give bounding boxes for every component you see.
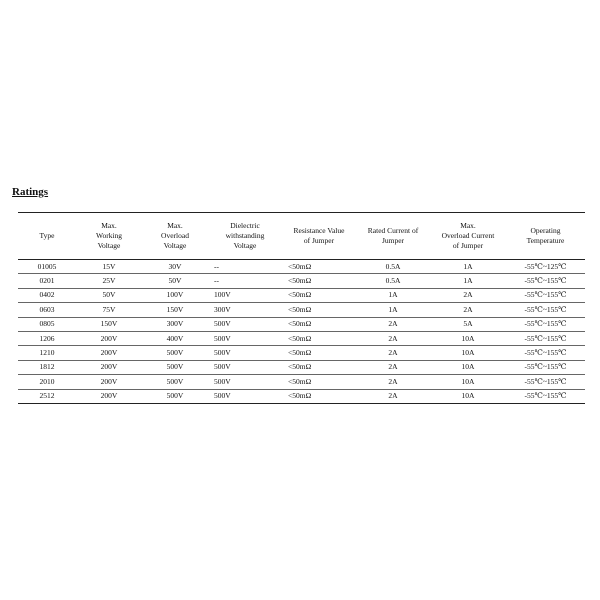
table-cell: -55℃~155℃: [506, 317, 585, 331]
table-cell: 1A: [430, 260, 506, 274]
table-cell: <50mΩ: [282, 331, 356, 345]
column-header-line: Voltage: [163, 241, 187, 251]
table-cell: -55℃~155℃: [506, 375, 585, 389]
column-header-line: Rated Current of: [367, 225, 419, 235]
table-cell: <50mΩ: [282, 303, 356, 317]
table-cell: 5A: [430, 317, 506, 331]
table-cell: 50V: [142, 274, 208, 288]
column-header-line: Voltage: [233, 241, 257, 251]
table-cell: 400V: [142, 331, 208, 345]
table-cell: 500V: [142, 360, 208, 374]
table-row: [18, 375, 585, 389]
table-cell: 2512: [18, 389, 76, 403]
table-cell: --: [208, 274, 282, 288]
table-cell: 300V: [208, 303, 282, 317]
table-cell: 200V: [76, 331, 142, 345]
table-cell: 500V: [208, 331, 282, 345]
table-row: [18, 274, 585, 288]
table-cell: 200V: [76, 389, 142, 403]
table-row: [18, 360, 585, 374]
table-cell: 75V: [76, 303, 142, 317]
table-cell: 500V: [208, 346, 282, 360]
table-row: [18, 346, 585, 360]
table-cell: 500V: [142, 389, 208, 403]
table-cell: 10A: [430, 331, 506, 345]
column-header-line: of Jumper: [452, 241, 484, 251]
column-header-line: Type: [39, 230, 55, 240]
table-body: [18, 260, 585, 404]
table-cell: 150V: [76, 317, 142, 331]
table-cell: 10A: [430, 389, 506, 403]
table-cell: 01005: [18, 260, 76, 274]
table-cell: 2A: [356, 317, 430, 331]
table-cell: <50mΩ: [282, 317, 356, 331]
table-row: [18, 303, 585, 317]
table-cell: <50mΩ: [282, 288, 356, 302]
column-header: [282, 213, 356, 260]
table-cell: -55℃~155℃: [506, 288, 585, 302]
table-cell: 2A: [356, 331, 430, 345]
table-header-row: [18, 213, 585, 260]
table-cell: 2A: [430, 288, 506, 302]
table-cell: 50V: [76, 288, 142, 302]
column-header-line: Resistance Value: [293, 225, 345, 235]
column-header-line: withstanding: [225, 230, 265, 240]
column-header: [76, 213, 142, 260]
table-cell: 0.5A: [356, 260, 430, 274]
table-cell: 2010: [18, 375, 76, 389]
table-cell: 500V: [142, 375, 208, 389]
table-cell: -55℃~155℃: [506, 331, 585, 345]
table-cell: 100V: [208, 288, 282, 302]
table-cell: 10A: [430, 360, 506, 374]
table-cell: 500V: [208, 389, 282, 403]
column-header-line: Max.: [460, 220, 476, 230]
table-cell: 1A: [356, 288, 430, 302]
table-cell: 15V: [76, 260, 142, 274]
table-cell: -55℃~155℃: [506, 389, 585, 403]
column-header-line: of Jumper: [303, 236, 335, 245]
table-cell: 500V: [208, 375, 282, 389]
table-cell: 500V: [142, 346, 208, 360]
table-cell: 2A: [430, 303, 506, 317]
table-cell: 2A: [356, 346, 430, 360]
table-cell: 100V: [142, 288, 208, 302]
table-cell: 0603: [18, 303, 76, 317]
column-header-line: Dielectric: [230, 220, 260, 230]
table-cell: 2A: [356, 375, 430, 389]
table-cell: 200V: [76, 375, 142, 389]
table-cell: 300V: [142, 317, 208, 331]
table-cell: 30V: [142, 260, 208, 274]
table-cell: <50mΩ: [282, 346, 356, 360]
table-row: [18, 389, 585, 403]
table-cell: 25V: [76, 274, 142, 288]
table-cell: 500V: [208, 317, 282, 331]
table-cell: -55℃~155℃: [506, 303, 585, 317]
column-header-line: Voltage: [97, 241, 121, 251]
table-cell: <50mΩ: [282, 260, 356, 274]
table-cell: 0402: [18, 288, 76, 302]
table-cell: -55℃~155℃: [506, 360, 585, 374]
column-header-line: Overload: [161, 230, 189, 240]
table-cell: 150V: [142, 303, 208, 317]
ratings-table: [18, 212, 585, 404]
table-cell: <50mΩ: [282, 389, 356, 403]
table-row: [18, 317, 585, 331]
table-cell: -55℃~155℃: [506, 274, 585, 288]
column-header-line: Jumper: [381, 236, 405, 245]
table-cell: 1812: [18, 360, 76, 374]
table-cell: 0201: [18, 274, 76, 288]
table-cell: <50mΩ: [282, 360, 356, 374]
column-header-line: Operating: [530, 225, 561, 235]
table-cell: 1A: [356, 303, 430, 317]
table-cell: 0805: [18, 317, 76, 331]
table-row: [18, 331, 585, 345]
table-cell: 2A: [356, 360, 430, 374]
column-header: [142, 213, 208, 260]
table-cell: 1210: [18, 346, 76, 360]
table-row: [18, 288, 585, 302]
table-cell: --: [208, 260, 282, 274]
table-cell: 1A: [430, 274, 506, 288]
column-header: [208, 213, 282, 260]
column-header: [430, 213, 506, 260]
column-header: [356, 213, 430, 260]
table-cell: 200V: [76, 360, 142, 374]
table-cell: 200V: [76, 346, 142, 360]
column-header-line: Max.: [101, 220, 117, 230]
table-cell: <50mΩ: [282, 274, 356, 288]
table-row: [18, 260, 585, 274]
table-cell: 10A: [430, 346, 506, 360]
column-header-line: Max.: [167, 220, 183, 230]
column-header-line: Working: [95, 230, 123, 240]
table-cell: 500V: [208, 360, 282, 374]
table-cell: 0.5A: [356, 274, 430, 288]
column-header: [18, 213, 76, 260]
section-heading: Ratings: [12, 186, 49, 198]
column-header: [506, 213, 585, 260]
table-cell: <50mΩ: [282, 375, 356, 389]
table-cell: 2A: [356, 389, 430, 403]
table-cell: -55℃~125℃: [506, 260, 585, 274]
table-cell: 10A: [430, 375, 506, 389]
column-header-line: Temperature: [526, 236, 565, 245]
table-cell: -55℃~155℃: [506, 346, 585, 360]
table-cell: 1206: [18, 331, 76, 345]
column-header-line: Overload Current: [441, 230, 495, 240]
